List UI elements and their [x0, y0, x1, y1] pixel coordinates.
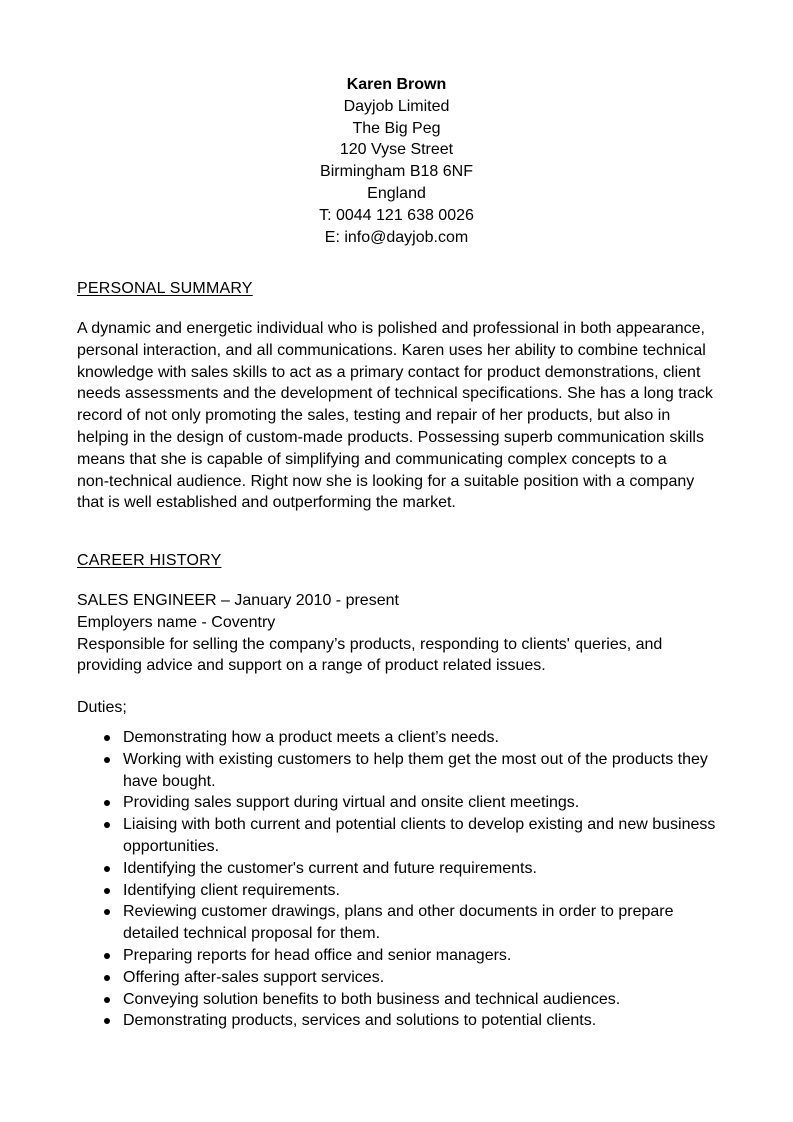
- summary-line: A dynamic and energetic individual who is polished and professional in both appearance,: [77, 320, 705, 337]
- bullet-icon: [104, 735, 110, 741]
- duty-text: Working with existing customers to help them get the most out of the products they: [123, 750, 708, 768]
- bullet-icon: [104, 1018, 110, 1024]
- duty-item: [77, 858, 727, 880]
- summary-line: record of not only promoting the sales, testing and repair of her products, but also in: [77, 407, 671, 425]
- bullet-icon: [104, 757, 110, 763]
- duty-text: Offering after-sales support services.: [123, 968, 385, 986]
- job-description-line: Responsible for selling the company’s products, responding to clients' queries, and: [77, 635, 663, 653]
- duty-text: Reviewing customer drawings, plans and other documents in order to prepare: [123, 903, 674, 921]
- duty-item: [77, 792, 727, 814]
- duty-item: [77, 814, 727, 858]
- personal-summary-heading: PERSONAL SUMMARY: [77, 280, 253, 297]
- duty-text: Liaising with both current and potential clients to develop existing and new business: [123, 816, 716, 834]
- summary-line: needs assessments and the development of technical specifications. She has a long track: [77, 385, 713, 403]
- bullet-icon: [104, 822, 110, 828]
- duty-text: Demonstrating products, services and solutions to potential clients.: [123, 1012, 597, 1030]
- bullet-icon: [104, 888, 110, 894]
- phone-number: T: 0044 121 638 0026: [319, 206, 474, 224]
- address-country: England: [367, 184, 426, 202]
- job-description-line: providing advice and support on a range of product related issues.: [77, 657, 546, 675]
- duty-text: have bought.: [123, 772, 216, 790]
- duty-item: [77, 749, 727, 793]
- bullet-icon: [104, 997, 110, 1003]
- summary-line: personal interaction, and all communications. Karen uses her ability to combine technical: [77, 341, 706, 359]
- duty-item: [77, 727, 727, 749]
- job-description: [77, 634, 727, 678]
- summary-line: non-technical audience. Right now she is looking for a suitable position with a company: [77, 472, 695, 490]
- summary-line: knowledge with sales skills to act as a primary contact for product demonstrations, client: [77, 363, 701, 381]
- bullet-icon: [104, 909, 110, 915]
- job-title: SALES ENGINEER – January 2010 - present: [77, 592, 399, 609]
- duty-item: [77, 989, 727, 1011]
- duty-text: opportunities.: [123, 837, 220, 855]
- address-line-2: 120 Vyse Street: [339, 141, 454, 159]
- employer-name: Employers name - Coventry: [77, 613, 276, 631]
- personal-summary-text: [77, 318, 727, 514]
- duty-text: Conveying solution benefits to both business and technical audiences.: [123, 990, 621, 1008]
- email-address: E: info@dayjob.com: [324, 228, 469, 246]
- duty-text: Preparing reports for head office and senior managers.: [123, 946, 512, 964]
- bullet-icon: [104, 800, 110, 806]
- summary-line: that is well established and outperforming the market.: [77, 494, 456, 512]
- duty-text: Identifying the customer's current and future requirements.: [123, 859, 537, 877]
- duty-item: [77, 945, 727, 967]
- bullet-icon: [104, 953, 110, 959]
- address-line-3: Birmingham B18 6NF: [320, 163, 473, 181]
- duty-item: [77, 901, 727, 945]
- candidate-name: Karen Brown: [346, 76, 447, 93]
- duty-text: Demonstrating how a product meets a client’s needs.: [123, 729, 499, 746]
- bullet-icon: [104, 975, 110, 981]
- summary-line: means that she is capable of simplifying and communicating complex concepts to a: [77, 450, 667, 468]
- job-block: [77, 590, 727, 677]
- duties-list: [77, 727, 727, 1032]
- duty-text: Identifying client requirements.: [123, 881, 340, 899]
- career-history-heading: CAREER HISTORY: [77, 552, 222, 569]
- duty-text: detailed technical proposal for them.: [123, 925, 381, 943]
- address-line-1: The Big Peg: [352, 119, 441, 137]
- duties-label: Duties;: [77, 699, 127, 716]
- company-name: Dayjob Limited: [343, 97, 450, 115]
- duty-text: Providing sales support during virtual and onsite client meetings.: [123, 794, 580, 812]
- duty-item: [77, 1010, 727, 1032]
- contact-block: [0, 74, 793, 248]
- duty-item: [77, 967, 727, 989]
- bullet-icon: [104, 866, 110, 872]
- summary-line: helping in the design of custom-made products. Possessing superb communication skills: [77, 428, 704, 446]
- duty-item: [77, 880, 727, 902]
